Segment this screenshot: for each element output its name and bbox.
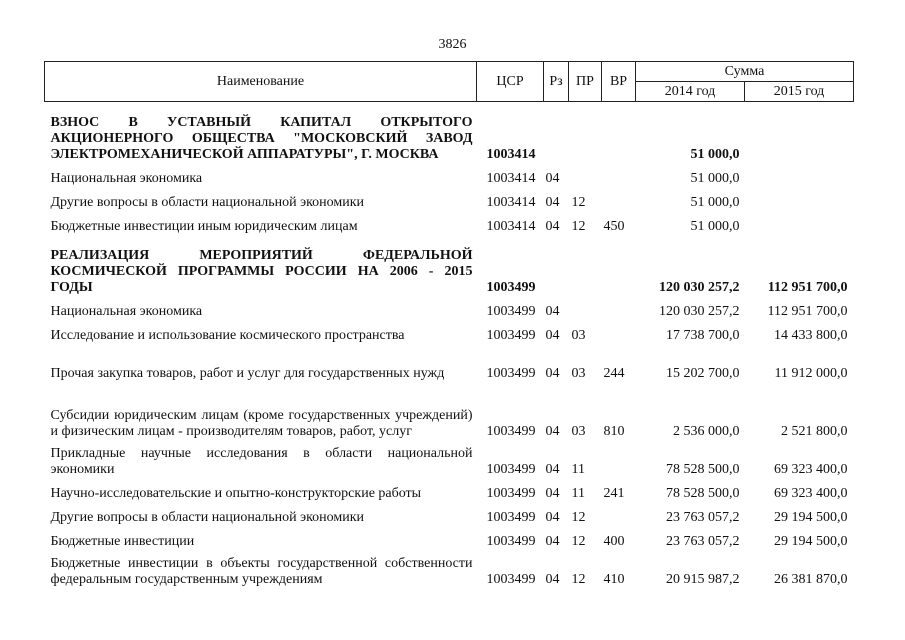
header-year-2014: 2014 год <box>636 82 745 102</box>
table-row <box>45 102 854 164</box>
table-row <box>45 526 854 550</box>
row-sum-2015: 14 433 800,0 <box>774 328 848 343</box>
row-pr <box>569 102 602 164</box>
row-rz: 04 <box>545 195 560 210</box>
header-pr: ПР <box>569 62 602 102</box>
row-csr: 1003499 <box>486 462 536 477</box>
row-sum-2015: 29 194 500,0 <box>774 510 848 525</box>
row-sum-2014: 23 763 057,2 <box>666 510 740 525</box>
row-vr <box>602 502 636 526</box>
budget-table <box>44 61 854 588</box>
table-row <box>45 478 854 502</box>
row-sum-2014: 17 738 700,0 <box>666 328 740 343</box>
row-rz <box>544 235 569 296</box>
row-pr: 03 <box>571 424 586 439</box>
row-vr <box>602 163 636 187</box>
row-sum-2014: 78 528 500,0 <box>666 462 740 477</box>
row-sum-2014: 15 202 700,0 <box>666 366 740 381</box>
row-vr: 450 <box>603 219 625 234</box>
row-csr: 1003414 <box>486 219 536 234</box>
row-rz: 04 <box>545 366 560 381</box>
table-row <box>45 382 854 440</box>
table-row <box>45 440 854 478</box>
row-vr <box>602 296 636 320</box>
row-csr: 1003499 <box>486 534 536 549</box>
header-rz: Рз <box>544 62 569 102</box>
row-sum-2014: 23 763 057,2 <box>666 534 740 549</box>
row-name: Другие вопросы в области национальной экономики <box>50 510 365 525</box>
row-pr: 12 <box>571 534 586 549</box>
row-name: Бюджетные инвестиции <box>50 534 195 549</box>
row-vr <box>602 235 636 296</box>
row-rz: 04 <box>545 219 560 234</box>
header-vr: ВР <box>602 62 636 102</box>
row-rz: 04 <box>545 304 560 319</box>
row-sum-2014: 51 000,0 <box>690 219 740 234</box>
row-pr: 03 <box>571 366 586 381</box>
row-rz: 04 <box>545 486 560 501</box>
row-sum-2014: 51 000,0 <box>690 171 740 186</box>
row-sum-2014: 78 528 500,0 <box>666 486 740 501</box>
row-vr <box>602 320 636 344</box>
row-pr: 12 <box>571 219 586 234</box>
row-sum-2015: 69 323 400,0 <box>774 486 848 501</box>
row-sum-2015: 26 381 870,0 <box>774 572 848 587</box>
row-sum-2015: 112 951 700,0 <box>767 280 848 295</box>
table-row <box>45 187 854 211</box>
row-name: Прикладные научные исследования в области национальной экономики <box>50 446 473 477</box>
row-csr: 1003499 <box>486 366 536 381</box>
row-csr: 1003499 <box>486 304 536 319</box>
row-sum-2015 <box>745 163 854 187</box>
row-sum-2015: 11 912 000,0 <box>774 366 848 381</box>
row-csr: 1003414 <box>486 195 536 210</box>
row-name: Научно-исследовательские и опытно-конструкторские работы <box>50 486 422 501</box>
row-csr: 1003414 <box>486 171 536 186</box>
table-row <box>45 502 854 526</box>
row-csr: 1003499 <box>486 510 536 525</box>
row-pr: 12 <box>571 195 586 210</box>
row-sum-2015: 29 194 500,0 <box>774 534 848 549</box>
row-csr: 1003499 <box>486 424 536 439</box>
row-pr <box>569 296 602 320</box>
row-sum-2015: 112 951 700,0 <box>767 304 848 319</box>
row-name: Национальная экономика <box>50 304 203 319</box>
row-pr: 11 <box>571 486 585 501</box>
row-csr: 1003414 <box>486 147 536 162</box>
row-vr <box>602 102 636 164</box>
table-row <box>45 320 854 344</box>
table-row <box>45 235 854 296</box>
header-name: Наименование <box>45 62 477 102</box>
header-csr: ЦСР <box>477 62 544 102</box>
page-number: 3826 <box>438 37 467 52</box>
row-rz: 04 <box>545 510 560 525</box>
row-name: Субсидии юридическим лицам (кроме государственных учреждений) и физическим лицам - производителям товаров, работ, услуг <box>50 408 473 439</box>
table-row <box>45 163 854 187</box>
row-vr: 810 <box>603 424 625 439</box>
row-sum-2015 <box>745 211 854 235</box>
row-csr: 1003499 <box>486 486 536 501</box>
row-vr: 400 <box>603 534 625 549</box>
row-name: Бюджетные инвестиции в объекты государственной собственности федеральным государственным учреждениям <box>50 556 473 587</box>
row-name: Бюджетные инвестиции иным юридическим лицам <box>50 219 358 234</box>
row-pr: 11 <box>571 462 585 477</box>
row-pr <box>569 235 602 296</box>
row-pr <box>569 163 602 187</box>
row-sum-2014: 2 536 000,0 <box>673 424 740 439</box>
row-name: РЕАЛИЗАЦИЯ МЕРОПРИЯТИЙ ФЕДЕРАЛЬНОЙ КОСМИЧЕСКОЙ ПРОГРАММЫ РОССИИ НА 2006 - 2015 ГОДЫ <box>50 248 473 295</box>
table-header <box>45 62 854 102</box>
header-year-2015: 2015 год <box>745 82 854 102</box>
row-csr: 1003499 <box>486 280 536 295</box>
row-vr <box>602 440 636 478</box>
row-sum-2014: 120 030 257,2 <box>659 304 740 319</box>
row-sum-2015: 69 323 400,0 <box>774 462 848 477</box>
row-vr: 241 <box>603 486 625 501</box>
row-rz: 04 <box>545 572 560 587</box>
row-pr: 03 <box>571 328 586 343</box>
row-vr: 410 <box>603 572 625 587</box>
row-rz: 04 <box>545 328 560 343</box>
row-name: Другие вопросы в области национальной экономики <box>50 195 365 210</box>
row-csr: 1003499 <box>486 328 536 343</box>
row-rz <box>544 102 569 164</box>
row-pr: 12 <box>571 510 586 525</box>
row-sum-2014: 120 030 257,2 <box>659 280 740 295</box>
row-name: Исследование и использование космического пространства <box>50 328 405 343</box>
table-body <box>45 102 854 589</box>
row-vr <box>602 187 636 211</box>
row-rz: 04 <box>545 462 560 477</box>
row-vr: 244 <box>603 366 625 381</box>
row-sum-2014: 51 000,0 <box>690 147 740 162</box>
row-sum-2015: 2 521 800,0 <box>781 424 848 439</box>
header-sum: Сумма <box>636 62 854 82</box>
row-name: ВЗНОС В УСТАВНЫЙ КАПИТАЛ ОТКРЫТОГО АКЦИОНЕРНОГО ОБЩЕСТВА "МОСКОВСКИЙ ЗАВОД ЭЛЕКТРОМЕХАНИЧЕСКОЙ АППАРАТУРЫ", Г. МОСКВА <box>50 115 473 162</box>
row-rz: 04 <box>545 534 560 549</box>
row-rz: 04 <box>545 424 560 439</box>
row-pr: 12 <box>571 572 586 587</box>
table-row <box>45 550 854 588</box>
table-row <box>45 211 854 235</box>
table-row <box>45 296 854 320</box>
row-sum-2015 <box>745 187 854 211</box>
row-name: Прочая закупка товаров, работ и услуг для государственных нужд <box>50 366 445 381</box>
row-sum-2014: 20 915 987,2 <box>666 572 740 587</box>
row-csr: 1003499 <box>486 572 536 587</box>
row-sum-2015 <box>745 102 854 164</box>
row-name: Национальная экономика <box>50 171 203 186</box>
row-rz: 04 <box>545 171 560 186</box>
table-row <box>45 344 854 382</box>
row-sum-2014: 51 000,0 <box>690 195 740 210</box>
